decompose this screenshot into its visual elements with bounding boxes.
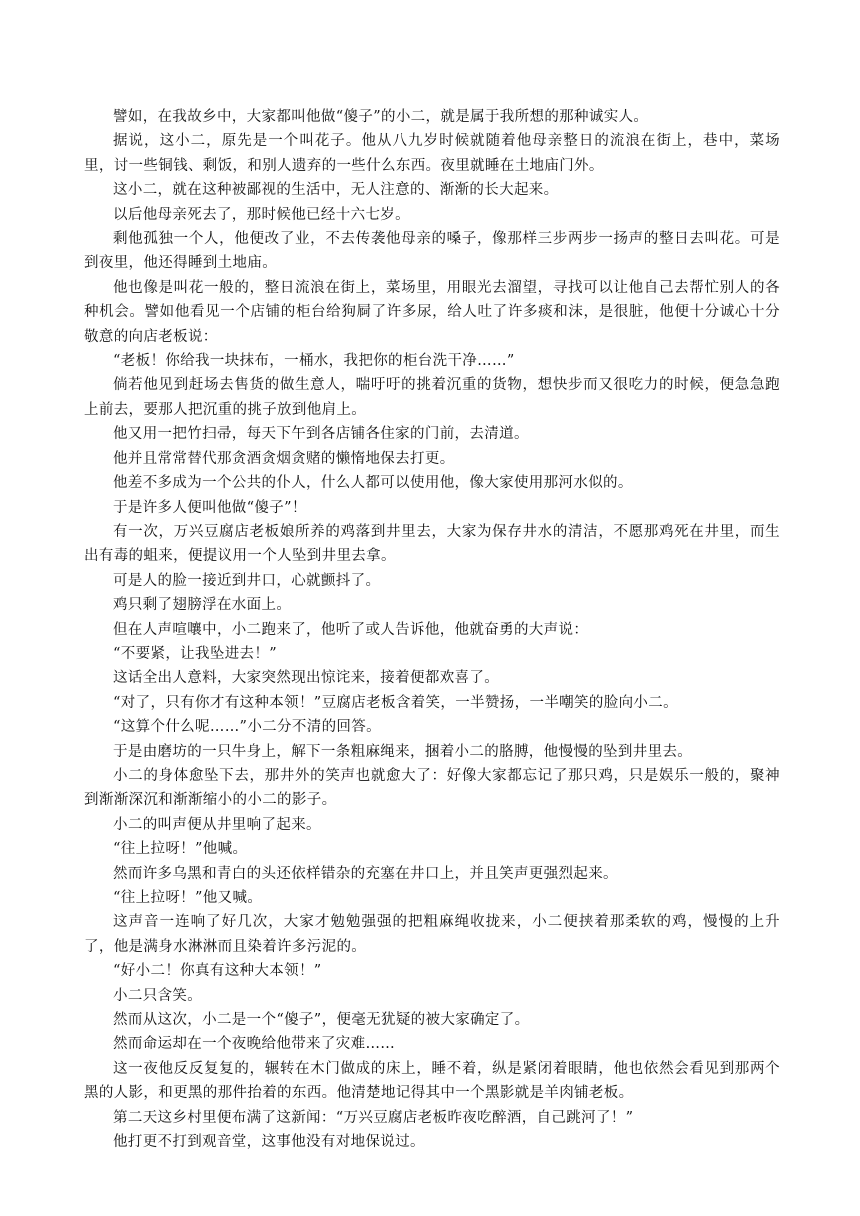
paragraph: 他也像是叫花一般的，整日流浪在街上，菜场里，用眼光去溜望，寻找可以让他自己去帮忙别人的各种机会。譬如他看见一个店铺的柜台给狗屙了许多尿，给人吐了许多痰和沫，是很脏，他便十分诚心十分敬意的向店老板说： [84, 279, 780, 345]
paragraph: “老板！你给我一块抹布，一桶水，我把你的柜台洗干净……” [113, 353, 515, 370]
paragraph: 但在人声喧嚷中，小二跑来了，他听了或人告诉他，他就奋勇的大声说： [113, 621, 589, 638]
paragraph: 他差不多成为一个公共的仆人，什么人都可以使用他，像大家使用那河水似的。 [113, 475, 633, 492]
paragraph: 可是人的脸一接近到井口，心就颤抖了。 [113, 572, 381, 589]
paragraph: “对了，只有你才有这种本领！”豆腐店老板含着笑，一半赞扬，一半嘲笑的脸向小二。 [113, 694, 678, 711]
paragraph: 他又用一把竹扫帚，每天下午到各店铺各住家的门前，去清道。 [113, 426, 529, 443]
paragraph: “往上拉呀！”他喊。 [113, 841, 248, 858]
document-body [84, 105, 780, 1154]
paragraph: 第二天这乡村里便布满了这新闻：“万兴豆腐店老板昨夜吃醉酒，自己跳河了！” [113, 1109, 634, 1126]
paragraph: “往上拉呀！”他又喊。 [113, 890, 263, 906]
paragraph: 这小二，就在这种被鄙视的生活中，无人注意的、渐渐的长大起来。 [113, 182, 559, 199]
paragraph: 倘若他见到赶场去售货的做生意人，喘吁吁的挑着沉重的货物，想快步而又很吃力的时候，便急急跑上前去，要那人把沉重的挑子放到他肩上。 [84, 377, 780, 418]
paragraph: 剩他孤独一个人，他便改了业，不去传袭他母亲的嗓子，像那样三步两步一扬声的整日去叫花。可是到夜里，他还得睡到土地庙。 [84, 231, 780, 272]
paragraph: 鸡只剩了翅膀浮在水面上。 [113, 597, 292, 614]
paragraph: “不要紧，让我坠进去！” [113, 645, 278, 662]
paragraph: 于是由磨坊的一只牛身上，解下一条粗麻绳来，捆着小二的胳膊，他慢慢的坠到井里去。 [113, 743, 693, 760]
paragraph: 譬如，在我故乡中，大家都叫他做“傻子”的小二，就是属于我所想的那种诚实人。 [113, 109, 649, 125]
paragraph: 以后他母亲死去了，那时候他已经十六七岁。 [113, 206, 410, 223]
paragraph: “这算个什么呢……”小二分不清的回答。 [113, 719, 381, 736]
paragraph: 这一夜他反反复复的，辗转在木门做成的床上，睡不着，纵是紧闭着眼睛，他也依然会看见到那两个黑的人影，和更黑的那件抬着的东西。他清楚地记得其中一个黑影就是羊肉铺老板。 [84, 1060, 780, 1102]
paragraph: 他并且常常替代那贪酒贪烟贪赌的懒惰地保去打更。 [113, 450, 455, 467]
paragraph: 然而命运却在一个夜晚给他带来了灾难…… [113, 1036, 396, 1053]
paragraph: 小二的身体愈坠下去，那井外的笑声也就愈大了：好像大家都忘记了那只鸡，只是娱乐一般的，聚神到渐渐深沉和渐渐缩小的小二的影子。 [84, 767, 780, 809]
paragraph: 有一次，万兴豆腐店老板娘所养的鸡落到井里去，大家为保存井水的清洁，不愿那鸡死在井里，而生出有毒的蛆来，便提议用一个人坠到井里去拿。 [84, 523, 780, 565]
paragraph: 小二的叫声便从井里响了起来。 [113, 816, 321, 833]
paragraph: 这声音一连响了好几次，大家才勉勉强强的把粗麻绳收拢来，小二便挟着那柔软的鸡，慢慢的上升了，他是满身水淋淋而且染着许多污泥的。 [84, 914, 780, 955]
paragraph: 他打更不打到观音堂，这事他没有对地保说过。 [113, 1134, 425, 1151]
paragraph: 然而许多乌黑和青白的头还依样错杂的充塞在井口上，并且笑声更强烈起来。 [113, 865, 618, 882]
paragraph: 据说，这小二，原先是一个叫花子。他从八九岁时候就随着他母亲整日的流浪在街上，巷中，菜场里，讨一些铜钱、剩饭，和别人遗弃的一些什么东西。夜里就睡在土地庙门外。 [84, 133, 780, 174]
paragraph: “好小二！你真有这种大本领！” [113, 963, 322, 980]
paragraph: 小二只含笑。 [113, 987, 203, 1004]
paragraph: 于是许多人便叫他做“傻子”！ [113, 499, 307, 516]
paragraph: 然而从这次，小二是一个“傻子”，便毫无犹疑的被大家确定了。 [113, 1012, 530, 1029]
paragraph: 这话全出人意料，大家突然现出惊诧来，接着便都欢喜了。 [113, 670, 500, 687]
